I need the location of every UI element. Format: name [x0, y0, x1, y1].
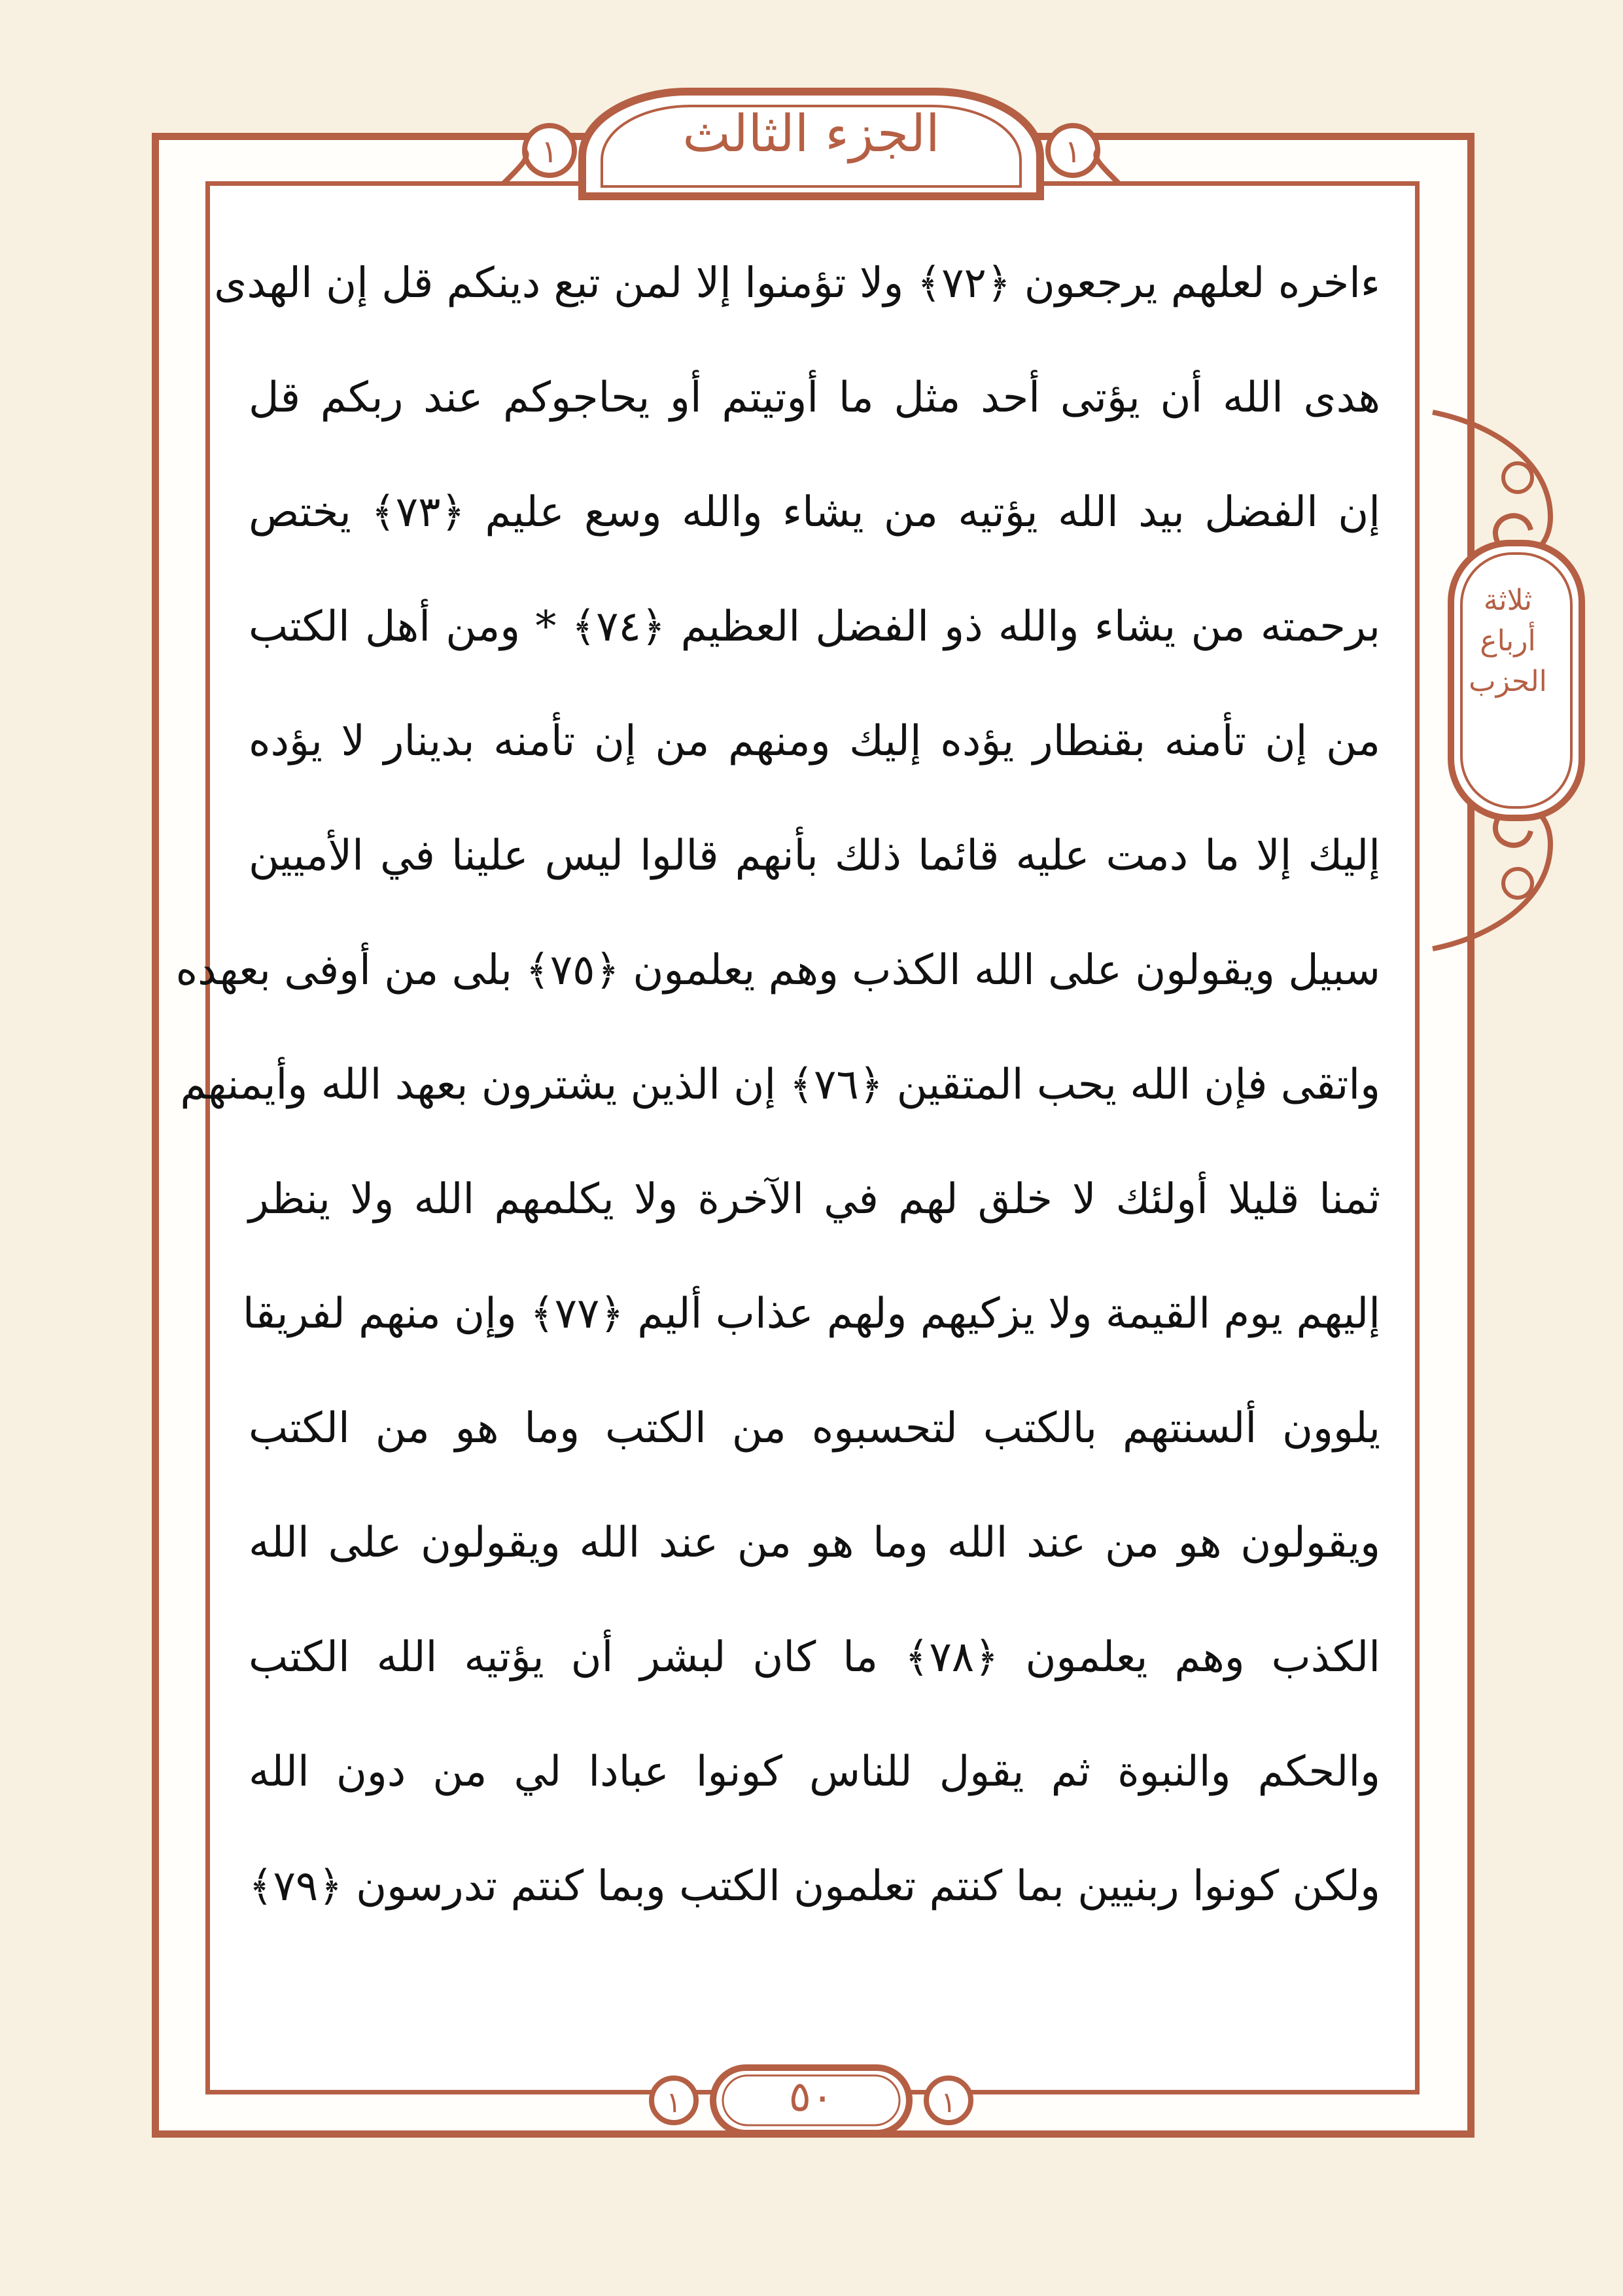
hizb-marker-line: الحزب — [1469, 665, 1547, 698]
verse-line: إن الفضل بيد الله يؤتيه من يشاء والله وسع عليم ﴿٧٣﴾ يختص — [249, 488, 1380, 537]
verse-line: ءاخره لعلهم يرجعون ﴿٧٢﴾ ولا تؤمنوا إلا لمن تبع دينكم قل إن الهدى — [214, 259, 1380, 308]
verse-line: برحمته من يشاء والله ذو الفضل العظيم ﴿٧٤﴾ * ومن أهل الكتب — [249, 603, 1381, 651]
hizb-marker-line: أرباع — [1480, 624, 1536, 658]
verse-line: واتقى فإن الله يحب المتقين ﴿٧٦﴾ إن الذين يشترون بعهد الله وأيمنهم — [180, 1061, 1380, 1109]
verse-line: والحكم والنبوة ثم يقول للناس كونوا عبادا لي من دون الله — [249, 1747, 1381, 1796]
hizb-quarter-marker — [1442, 543, 1573, 739]
page-number: ٥٠ — [788, 2073, 834, 2121]
verse-line: من إن تأمنه بقنطار يؤده إليك ومنهم من إن تأمنه بدينار لا يؤده — [249, 716, 1380, 766]
quran-text-block — [175, 226, 1381, 2058]
verse-line: إليهم يوم القيمة ولا يزكيهم ولهم عذاب أليم ﴿٧٧﴾ وإن منهم لفريقا — [242, 1290, 1380, 1338]
hizb-marker-line: ثلاثة — [1483, 584, 1533, 617]
verse-line: هدى الله أن يؤتى أحد مثل ما أوتيتم أو يحاجوكم عند ربكم قل — [249, 373, 1380, 422]
verse-line: ولكن كونوا ربنيين بما كنتم تعلمون الكتب وبما كنتم تدرسون ﴿٧٩﴾ — [249, 1862, 1380, 1911]
svg-text:۱: ۱ — [1064, 133, 1081, 170]
verse-line: ثمنا قليلا أولئك لا خلق لهم في الآخرة ولا يكلمهم الله ولا ينظر — [249, 1174, 1380, 1224]
svg-text:۱: ۱ — [941, 2086, 956, 2119]
verse-line: الكذب وهم يعلمون ﴿٧٨﴾ ما كان لبشر أن يؤتيه الله الكتب — [249, 1633, 1381, 1682]
svg-text:۱: ۱ — [541, 133, 558, 170]
svg-text:۱: ۱ — [666, 2086, 682, 2119]
verse-line: إليك إلا ما دمت عليه قائما ذلك بأنهم قالوا ليس علينا في الأميين — [249, 831, 1380, 880]
verse-line: ويقولون هو من عند الله وما هو من عند الله ويقولون على الله — [249, 1518, 1380, 1567]
verse-line: سبيل ويقولون على الله الكذب وهم يعلمون ﴿٧٥﴾ بلى من أوفى بعهده — [175, 946, 1380, 995]
juz-title: الجزء الثالث — [682, 105, 940, 164]
verse-line: يلوون ألسنتهم بالكتب لتحسبوه من الكتب وما هو من الكتب — [249, 1404, 1380, 1453]
